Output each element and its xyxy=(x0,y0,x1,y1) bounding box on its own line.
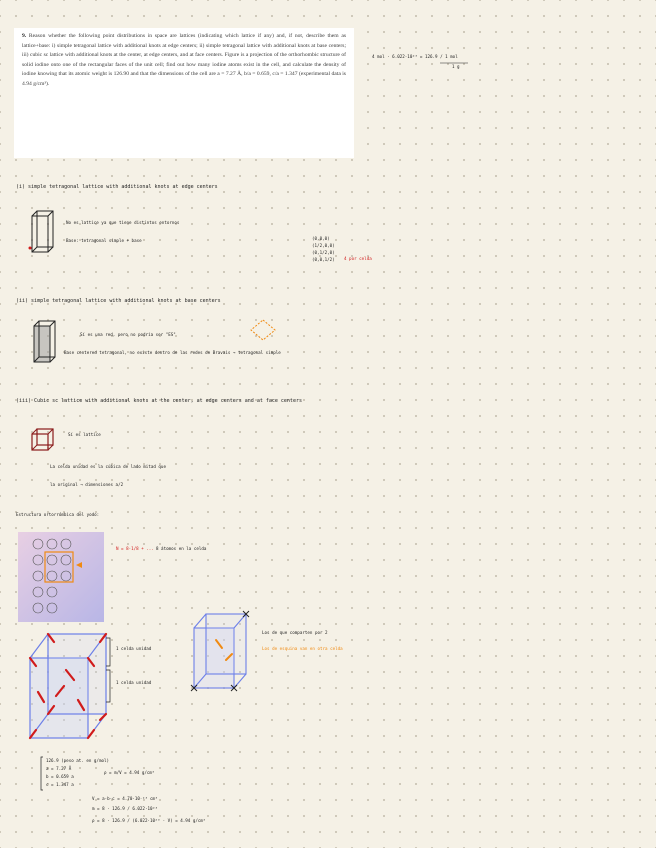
cell-dimension-brackets xyxy=(104,636,114,706)
calc-line-1: 126.9 (peso at. en g/mol) xyxy=(46,758,110,763)
calc-line-2: a = 7.27 Å xyxy=(46,766,72,771)
calc-line-5: V = a·b·c = 4.70·10⁻²³ cm³ xyxy=(92,796,158,801)
small-cube-note-2: Los de esquina van en otra celda xyxy=(262,646,343,651)
iodine-red-count: N = 8·1/8 + ... xyxy=(116,546,154,551)
section-iii-line3: la original → dimensiones a/2 xyxy=(50,482,124,487)
calc-line-6: m = 8 · 126.9 / 6.022·10²³ xyxy=(92,806,158,811)
calc-density: ρ = m/V = 4.94 g/cm³ xyxy=(104,770,155,775)
section-iii-line2: La celda unidad es la cúbica de lado mitad que xyxy=(50,464,166,469)
iodine-molecule-grid xyxy=(18,532,104,622)
section-iii-title: (iii) Cubic sc lattice with additional knots at the center, at edge centers and at face centers xyxy=(16,398,302,404)
iodine-title: Estructura ortorrómbica del yodo: xyxy=(16,512,100,517)
section-i-line1: No es lattice ya que tiene distintos entornos xyxy=(66,220,180,225)
section-i-title: (i) simple tetragonal lattice with additional knots at edge centers xyxy=(16,184,218,190)
base-position-3: (0,1/2,0) xyxy=(312,250,335,255)
base-position-4: (0,0,1/2) xyxy=(312,257,335,262)
iodine-projection-image xyxy=(18,532,104,622)
calc-line-3: b = 0.659 a xyxy=(46,774,74,779)
cube-label-2: 1 celda unidad xyxy=(116,680,152,685)
cube-label-1: 1 celda unidad xyxy=(116,646,152,651)
calc-line-7: ρ = 8 · 126.9 / (6.022·10²³ · V) = 4.94 g/cm³ xyxy=(92,818,206,823)
top-right-formula-denominator: 1 g xyxy=(452,64,460,69)
section-ii-line2: Base centered tetragonal, no existe dentro de las redes de Bravais → tetragonal simple xyxy=(64,350,281,355)
section-ii-line1: Sí es una red, pero no podría ser "ES" xyxy=(80,332,176,337)
problem-number: 9. xyxy=(22,33,27,39)
iodine-atom-count-note: 8 átomos en la celda xyxy=(156,546,207,551)
section-i-line2: Base: tetragonal simple + base xyxy=(66,238,142,243)
fraction-bar xyxy=(440,62,470,64)
base-position-1: (0,0,0) xyxy=(312,236,330,241)
small-cell-drawing xyxy=(190,610,252,694)
calc-line-4: c = 1.347 a xyxy=(46,782,74,787)
calc-bracket xyxy=(40,756,44,792)
orange-diamond-sketch xyxy=(248,318,278,342)
section-iii-line1: Sí es lattice xyxy=(68,432,101,437)
small-cube-note-1: Los de que comparten por 2 xyxy=(262,630,328,635)
base-position-2: (1/2,0,0) xyxy=(312,243,335,248)
top-right-formula: 4 mol · 6.022·10²³ = 126.9 / 1 mol xyxy=(372,54,458,59)
tetragonal-base-centered-drawing xyxy=(30,320,60,368)
cubic-cell-drawing xyxy=(30,428,56,454)
section-ii-title: (ii) simple tetragonal lattice with additional knots at base centers xyxy=(16,298,221,304)
tetragonal-cell-drawing xyxy=(28,210,58,260)
problem-statement xyxy=(14,28,354,158)
section-i-red-note: 4 por celda xyxy=(344,256,372,261)
problem-text: Reason whether the following point distributions in space are lattices (indicating which lattice if any) and, if not, describe them as lattice+base: i) simple tetragonal lattice with additional knots at edge centers; ii) simple tetragonal lattice with additional knots at base centers; iii) cubic sc lattice with additional knots at the center, at edge centers, and at face centers. Figure is a projection of the orthorhombic structure of solid iodine onto one of the rectangular faces of the unit cell; find out how many iodine atoms exist in the cell, and calculate the density of iodine knowing that its atomic weight is 126.90 and that the dimensions of the cell are a = 7.27 Å, b/a = 0.659, c/a = 1.347 (experimental data is 4.94 g/cm³). xyxy=(22,33,346,87)
